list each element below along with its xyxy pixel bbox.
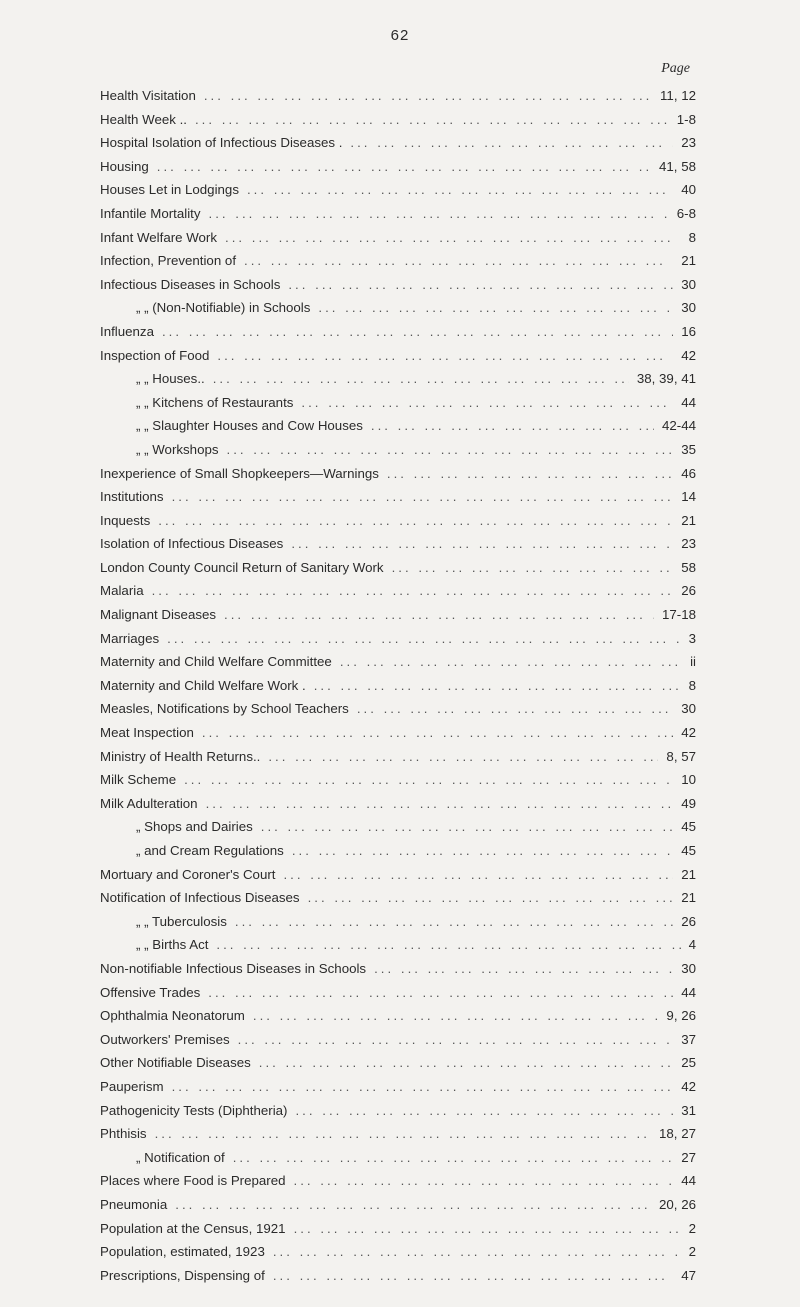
index-entry-pages: 42-44 [661, 418, 696, 434]
index-entry-label: Other Notifiable Diseases [100, 1055, 251, 1071]
dot-leader [167, 627, 680, 651]
index-entry [100, 1122, 696, 1146]
index-entry [100, 131, 696, 155]
index-entry-label: Inquests [100, 512, 151, 528]
index-entry-label: „ „ Tuberculosis [136, 913, 227, 929]
index-entry-label: Ministry of Health Returns.. [100, 748, 261, 764]
index-entry-pages: 26 [681, 913, 696, 929]
index-entry [100, 721, 696, 745]
index-entry [100, 462, 696, 486]
index-entry-label: Malignant Diseases [100, 607, 217, 623]
index-entry [100, 1240, 696, 1264]
index-entry-label: Inspection of Food [100, 347, 210, 363]
index-entry-label: Mortuary and Coroner's Court [100, 866, 276, 882]
dot-leader [208, 981, 673, 1005]
index-entry [100, 1193, 696, 1217]
index-entry [100, 155, 696, 179]
index-entry-label: Population at the Census, 1921 [100, 1220, 286, 1236]
index-entry-pages: 11, 12 [660, 88, 696, 103]
index-entry-pages: 8, 57 [666, 748, 696, 764]
index-entry-label: Outworkers' Premises [100, 1031, 230, 1047]
index-entry [100, 414, 696, 438]
index-entry-pages: 45 [681, 843, 696, 858]
dot-leader [273, 1264, 673, 1288]
index-entry-pages: ii [690, 654, 696, 670]
dot-leader [253, 1004, 659, 1028]
index-entry-label: Influenza [100, 323, 154, 339]
index-entry-pages: 20, 26 [659, 1196, 696, 1212]
index-entry [100, 438, 696, 462]
index-entry-label: Infant Welfare Work [100, 229, 218, 245]
index-entry-pages: 42 [681, 1078, 696, 1094]
index-entry [100, 178, 696, 202]
index-entry [100, 202, 696, 226]
index-entry [100, 84, 696, 108]
index-entry-label: Health Visitation [100, 88, 196, 103]
index-entry [100, 1075, 696, 1099]
index-entry-pages: 21 [681, 890, 696, 906]
index-entry [100, 1217, 696, 1241]
dot-leader [268, 745, 658, 769]
index-entry-pages: 14 [681, 489, 696, 505]
dot-leader [288, 273, 673, 297]
index-entry-pages: 31 [681, 1102, 696, 1118]
index-entry [100, 485, 696, 509]
dot-leader [216, 933, 680, 957]
index-entry-pages: 23 [681, 536, 696, 552]
dot-leader [261, 815, 673, 839]
index-entry [100, 1028, 696, 1052]
dot-leader [152, 579, 674, 603]
index-entry-label: Infection, Prevention of [100, 253, 237, 269]
dot-leader [224, 603, 654, 627]
dot-leader [172, 1075, 674, 1099]
index-entry [100, 391, 696, 415]
dot-leader [314, 674, 681, 698]
index-entry [100, 1146, 696, 1170]
index-entry [100, 745, 696, 769]
index-entry-label: Milk Adulteration [100, 795, 198, 811]
index-entry-pages: 45 [681, 819, 696, 835]
dot-leader [387, 462, 673, 486]
dot-leader [292, 839, 673, 863]
index-entry-label: Meat Inspection [100, 725, 194, 741]
index-entry-pages: 47 [681, 1267, 696, 1283]
index-entry [100, 249, 696, 273]
dot-leader [259, 1051, 673, 1075]
index-entry-pages: 44 [681, 984, 696, 1000]
index-entry-pages: 21 [681, 512, 696, 528]
index-entry-label: Hospital Isolation of Infectious Diseases . [100, 135, 343, 151]
dot-leader [301, 391, 673, 415]
index-entry [100, 933, 696, 957]
dot-leader [217, 344, 673, 368]
index-entry [100, 863, 696, 887]
index-entry [100, 1004, 696, 1028]
index-entry-pages: 8 [688, 229, 696, 245]
index-entry [100, 108, 696, 132]
index-entry-pages: 49 [681, 795, 696, 811]
index-entry-pages: 23 [681, 135, 696, 151]
dot-leader [238, 1028, 674, 1052]
dot-leader [225, 226, 681, 250]
index-entry-pages: 16 [681, 323, 696, 339]
index-entry-pages: 30 [681, 300, 696, 316]
index-entry-pages: 1-8 [676, 111, 696, 127]
index-entry [100, 556, 696, 580]
dot-leader [357, 697, 673, 721]
index-entry-label: „ and Cream Regulations [136, 843, 284, 858]
index-entry-label: Malaria [100, 583, 144, 599]
index-entry-pages: 38, 39, 41 [636, 371, 696, 387]
dot-leader [206, 792, 674, 816]
index-entry [100, 226, 696, 250]
index-entry-label: „ „ Births Act [136, 937, 209, 953]
index-entry [100, 650, 696, 674]
dot-leader [235, 910, 673, 934]
index-entry [100, 1169, 696, 1193]
index-list [100, 84, 696, 1287]
dot-leader [157, 155, 651, 179]
index-entry-pages: 30 [681, 701, 696, 717]
dot-leader [308, 886, 674, 910]
index-entry [100, 697, 696, 721]
index-entry-pages: 2 [688, 1220, 696, 1236]
index-entry-pages: 27 [681, 1149, 696, 1165]
index-entry-label: Pathogenicity Tests (Diphtheria) [100, 1102, 288, 1118]
dot-leader [283, 863, 673, 887]
index-entry-label: Ophthalmia Neonatorum [100, 1008, 245, 1024]
index-entry [100, 981, 696, 1005]
index-entry [100, 509, 696, 533]
index-entry-label: „ „ Slaughter Houses and Cow Houses [136, 418, 363, 434]
index-entry [100, 532, 696, 556]
index-entry-pages: 9, 26 [666, 1008, 696, 1024]
index-entry [100, 579, 696, 603]
index-entry-label: Health Week .. [100, 111, 187, 127]
index-entry-pages: 44 [681, 1173, 696, 1189]
index-entry-pages: 37 [681, 1031, 696, 1047]
dot-leader [318, 296, 673, 320]
index-entry-pages: 42 [681, 347, 696, 363]
index-entry [100, 768, 696, 792]
index-entry-label: Offensive Trades [100, 984, 201, 1000]
dot-leader [172, 485, 674, 509]
index-entry-label: Non-notifiable Infectious Diseases in Schools [100, 960, 367, 976]
dot-leader [227, 438, 674, 462]
index-entry [100, 627, 696, 651]
index-entry [100, 886, 696, 910]
index-entry-pages: 42 [681, 725, 696, 741]
dot-leader [204, 84, 652, 108]
index-entry-pages: 3 [688, 630, 696, 646]
index-entry-pages: 17-18 [661, 607, 696, 623]
index-entry-pages: 2 [688, 1244, 696, 1260]
index-entry-label: Milk Scheme [100, 772, 177, 788]
index-entry-label: Phthisis [100, 1126, 147, 1142]
index-entry-label: „ Shops and Dairies [136, 819, 253, 835]
dot-leader [202, 721, 673, 745]
index-entry-label: Housing [100, 158, 149, 174]
index-entry [100, 296, 696, 320]
index-entry-pages: 6-8 [676, 205, 696, 221]
index-entry [100, 273, 696, 297]
index-entry-label: Inexperience of Small Shopkeepers—Warnings [100, 465, 379, 481]
index-entry-pages: 30 [681, 960, 696, 976]
index-entry [100, 674, 696, 698]
index-entry [100, 1264, 696, 1288]
dot-leader [340, 650, 682, 674]
index-entry [100, 839, 696, 863]
dot-leader [184, 768, 673, 792]
index-entry-pages: 46 [681, 465, 696, 481]
index-entry-label: Isolation of Infectious Diseases [100, 536, 284, 552]
index-entry-label: Pneumonia [100, 1196, 168, 1212]
index-entry-label: „ „ Houses.. [136, 371, 205, 387]
index-entry [100, 815, 696, 839]
index-entry [100, 1051, 696, 1075]
index-entry-label: „ „ Kitchens of Restaurants [136, 394, 294, 410]
index-entry [100, 367, 696, 391]
index-entry-label: „ Notification of [136, 1149, 225, 1165]
index-entry-pages: 40 [681, 182, 696, 198]
dot-leader [175, 1193, 651, 1217]
index-entry-label: Measles, Notifications by School Teachers [100, 701, 349, 717]
index-entry-pages: 21 [681, 253, 696, 269]
index-entry-label: Maternity and Child Welfare Committee [100, 654, 332, 670]
index-entry-pages: 35 [681, 441, 696, 457]
dot-leader [195, 108, 669, 132]
index-entry [100, 320, 696, 344]
dot-leader [350, 131, 673, 155]
index-entry-pages: 44 [681, 394, 696, 410]
index-entry-label: Infantile Mortality [100, 205, 201, 221]
index-entry-label: Notification of Infectious Diseases [100, 890, 300, 906]
index-entry [100, 910, 696, 934]
dot-leader [213, 367, 629, 391]
index-entry [100, 344, 696, 368]
dot-leader [158, 509, 673, 533]
index-entry-label: „ „ Workshops [136, 441, 219, 457]
dot-leader [295, 1099, 673, 1123]
dot-leader [371, 414, 654, 438]
dot-leader [392, 556, 674, 580]
index-entry-label: London County Council Return of Sanitary Work [100, 559, 384, 575]
dot-leader [247, 178, 673, 202]
index-entry [100, 957, 696, 981]
dot-leader [162, 320, 673, 344]
index-entry-pages: 10 [681, 772, 696, 788]
dot-leader [294, 1169, 674, 1193]
index-entry-pages: 41, 58 [659, 158, 696, 174]
index-entry-label: Houses Let in Lodgings [100, 182, 239, 198]
page-number: 62 [390, 27, 410, 44]
dot-leader [374, 957, 673, 981]
index-entry-label: Institutions [100, 489, 164, 505]
index-entry-label: Marriages [100, 630, 160, 646]
index-entry-pages: 8 [688, 677, 696, 693]
index-entry-label: Maternity and Child Welfare Work . [100, 677, 306, 693]
dot-leader [155, 1122, 651, 1146]
index-entry-label: Population, estimated, 1923 [100, 1244, 265, 1260]
index-entry-pages: 25 [681, 1055, 696, 1071]
index-entry-label: Prescriptions, Dispensing of [100, 1267, 265, 1283]
index-entry-pages: 4 [688, 937, 696, 953]
index-entry [100, 1099, 696, 1123]
index-entry-pages: 21 [681, 866, 696, 882]
dot-leader [291, 532, 673, 556]
page-column-header: Page [661, 61, 690, 76]
dot-leader [244, 249, 673, 273]
index-entry-label: „ „ (Non-Notifiable) in Schools [136, 300, 311, 316]
index-entry-pages: 26 [681, 583, 696, 599]
index-entry [100, 603, 696, 627]
index-entry-pages: 30 [681, 276, 696, 292]
index-entry-pages: 58 [681, 559, 696, 575]
dot-leader [209, 202, 669, 226]
dot-leader [233, 1146, 674, 1170]
index-entry-label: Pauperism [100, 1078, 164, 1094]
index-entry [100, 792, 696, 816]
index-entry-label: Infectious Diseases in Schools [100, 276, 281, 292]
index-entry-pages: 18, 27 [659, 1126, 696, 1142]
index-entry-label: Places where Food is Prepared [100, 1173, 286, 1189]
dot-leader [294, 1217, 681, 1241]
dot-leader [273, 1240, 681, 1264]
